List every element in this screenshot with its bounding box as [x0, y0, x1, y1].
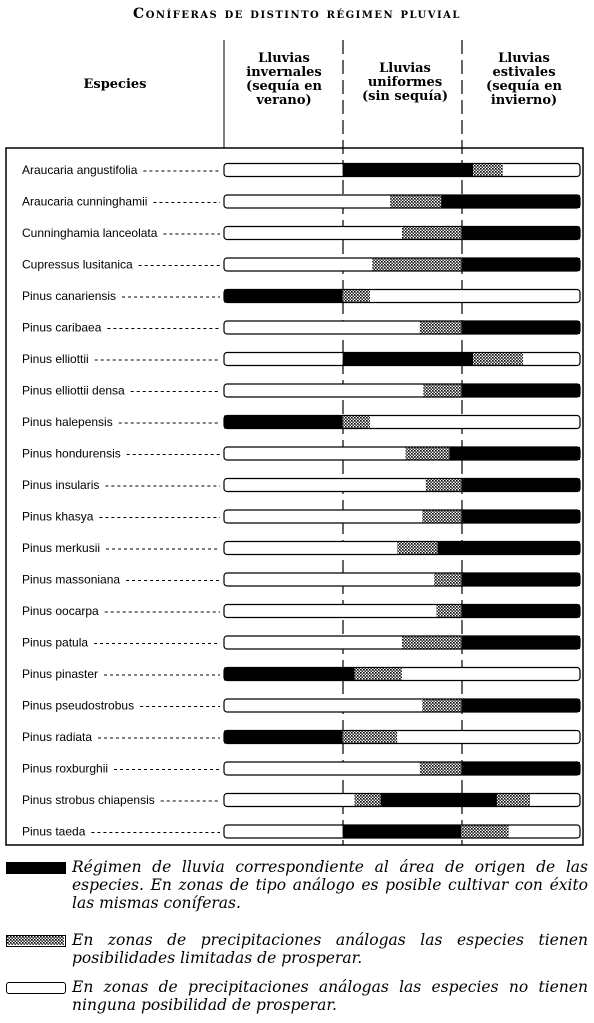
- bar-segment-white: [397, 731, 580, 744]
- bar-segment-white: [224, 573, 434, 586]
- bar-segment-hatch: [406, 447, 450, 460]
- bar-segment-white: [224, 636, 402, 649]
- header-winter-line-3: (sequía en: [246, 79, 322, 94]
- species-label: Pinus radiata: [22, 730, 93, 744]
- species-row: [22, 447, 580, 461]
- bar-segment-white: [402, 668, 580, 681]
- species-label: Pinus elliottii: [22, 352, 89, 366]
- bar-segment-white: [224, 605, 436, 618]
- bar-segment-hatch: [402, 227, 461, 240]
- bar-segment-hatch: [343, 290, 370, 303]
- header-summer-line-2: estivales: [492, 65, 556, 80]
- species-row: [22, 163, 580, 177]
- bar-segment-black: [461, 762, 580, 775]
- bar-segment-black: [343, 353, 474, 366]
- legend-swatch-white: [6, 982, 66, 994]
- bar-segment-black: [381, 794, 497, 807]
- legend-swatch-hatch: [6, 935, 66, 947]
- species-row: [22, 604, 580, 618]
- bar-segment-hatch: [473, 164, 503, 177]
- bar-segment-black: [461, 636, 580, 649]
- header-uniform-line-1: Lluvias: [379, 61, 431, 76]
- species-label: Pinus patula: [22, 635, 89, 650]
- bar-segment-white: [370, 290, 580, 303]
- bar-segment-white: [224, 258, 372, 271]
- species-label: Pinus merkusii: [22, 541, 101, 555]
- bar-segment-black: [461, 699, 580, 712]
- bar-segment-hatch: [434, 573, 461, 586]
- bar-segment-hatch: [355, 794, 381, 807]
- bar-segment-black: [461, 321, 580, 334]
- bar-segment-white: [224, 794, 355, 807]
- species-label: Pinus oocarpa: [22, 604, 99, 618]
- bar-segment-hatch: [426, 479, 462, 492]
- species-label: Pinus canariensis: [22, 289, 117, 303]
- species-row: [22, 699, 580, 713]
- species-label: Pinus taeda: [22, 824, 86, 839]
- bar-segment-hatch: [423, 384, 461, 397]
- header-winter-line-2: invernales: [246, 65, 322, 80]
- header-summer-line-1: Lluvias: [498, 51, 550, 66]
- bar-segment-white: [224, 699, 422, 712]
- species-row: [22, 510, 580, 524]
- bar-segment-hatch: [343, 731, 398, 744]
- species-row: [22, 478, 580, 492]
- bar-segment-black: [224, 416, 343, 429]
- bar-segment-white: [224, 762, 420, 775]
- bar-segment-hatch: [390, 195, 441, 208]
- species-label: Cupressus lusitanica: [22, 257, 133, 272]
- species-label: Pinus khasya: [22, 509, 94, 524]
- species-row: [22, 258, 580, 272]
- bar-segment-white: [224, 164, 343, 177]
- bar-segment-white: [224, 353, 343, 366]
- species-row: [22, 226, 580, 240]
- bar-segment-hatch: [343, 416, 370, 429]
- header-winter-line-1: Lluvias: [258, 51, 310, 66]
- bar-segment-black: [461, 510, 580, 523]
- bar-segment-white: [509, 825, 580, 838]
- bar-segment-black: [343, 164, 474, 177]
- bar-segment-hatch: [402, 636, 461, 649]
- bar-segment-black: [449, 447, 580, 460]
- bar-segment-white: [224, 479, 426, 492]
- species-label: Pinus pinaster: [22, 667, 99, 681]
- species-label: Pinus roxburghii: [22, 761, 109, 776]
- species-label: Pinus caribaea: [22, 320, 102, 335]
- bar-segment-white: [224, 510, 422, 523]
- bar-segment-black: [224, 290, 343, 303]
- header-winter-line-4: verano): [256, 93, 312, 108]
- species-label: Pinus strobus chiapensis: [22, 793, 155, 807]
- header-summer-line-3: (sequía en: [486, 79, 562, 94]
- bar-segment-white: [503, 164, 580, 177]
- header-uniform-line-2: uniformes: [367, 75, 443, 90]
- bar-segment-hatch: [473, 353, 523, 366]
- bar-segment-white: [224, 384, 423, 397]
- bar-segment-white: [224, 321, 420, 334]
- species-label: Pinus pseudostrobus: [22, 698, 135, 713]
- species-row: [22, 793, 580, 807]
- bar-segment-white: [224, 227, 402, 240]
- bar-segment-white: [224, 447, 406, 460]
- bar-segment-white: [530, 794, 580, 807]
- bar-segment-black: [438, 542, 580, 555]
- species-label: Pinus massoniana: [22, 572, 121, 587]
- bar-segment-hatch: [461, 825, 508, 838]
- bar-segment-black: [224, 668, 355, 681]
- species-label: Araucaria cunninghamii: [22, 194, 148, 209]
- species-row: [22, 762, 580, 776]
- bar-segment-black: [224, 731, 343, 744]
- species-row: [22, 384, 580, 398]
- species-row: [22, 541, 580, 555]
- species-row: [22, 825, 580, 839]
- legend-text-no-chance: En zonas de precipitaciones análogas las especies no tienen ninguna posibilidad de prosperar.: [72, 978, 588, 1014]
- bar-segment-white: [370, 416, 580, 429]
- species-label: Cunninghamia lanceolata: [22, 226, 158, 240]
- bar-segment-black: [343, 825, 462, 838]
- chart-title: Coníferas de distinto régimen pluvial: [133, 6, 461, 22]
- bar-segment-hatch: [420, 321, 462, 334]
- bar-segment-hatch: [497, 794, 530, 807]
- bar-segment-hatch: [422, 510, 461, 523]
- bar-segment-black: [441, 195, 580, 208]
- bar-segment-black: [461, 258, 580, 271]
- bar-segment-black: [461, 479, 580, 492]
- species-row: [22, 667, 580, 681]
- species-label: Pinus elliottii densa: [22, 383, 125, 398]
- species-row: [22, 636, 580, 650]
- bar-segment-white: [224, 542, 397, 555]
- legend-swatch-black: [6, 862, 66, 874]
- species-row: [22, 289, 580, 303]
- bar-segment-black: [461, 573, 580, 586]
- bar-segment-black: [461, 227, 580, 240]
- bar-segment-hatch: [420, 762, 462, 775]
- bar-segment-white: [523, 353, 580, 366]
- species-row: [22, 352, 580, 366]
- bar-segment-hatch: [397, 542, 437, 555]
- bar-segment-hatch: [422, 699, 461, 712]
- bar-segment-black: [461, 605, 580, 618]
- bar-segment-white: [224, 195, 390, 208]
- species-label: Pinus hondurensis: [22, 446, 121, 461]
- species-label: Pinus halepensis: [22, 415, 113, 429]
- bar-segment-hatch: [372, 258, 461, 271]
- species-row: [22, 730, 580, 744]
- species-row: [22, 195, 580, 209]
- legend-text-limited: En zonas de precipitaciones análogas las especies tienen posibilidades limitadas de prosperar.: [72, 931, 588, 967]
- species-row: [22, 573, 580, 587]
- header-species-label: Especies: [83, 77, 147, 92]
- species-row: [22, 321, 580, 335]
- species-label: Araucaria angustifolia: [22, 163, 138, 177]
- bar-segment-black: [461, 384, 580, 397]
- header-summer-line-4: invierno): [490, 93, 558, 108]
- bar-segment-hatch: [436, 605, 461, 618]
- bar-segment-white: [224, 825, 343, 838]
- species-label: Pinus insularis: [22, 478, 100, 492]
- bar-segment-hatch: [355, 668, 402, 681]
- legend-text-native-regime: Régimen de lluvia correspondiente al área de origen de las especies. En zonas de tipo análogo es posible cultivar con éxito las mismas coníferas.: [72, 858, 588, 912]
- species-row: [22, 415, 580, 429]
- header-uniform-line-3: (sin sequía): [361, 89, 449, 104]
